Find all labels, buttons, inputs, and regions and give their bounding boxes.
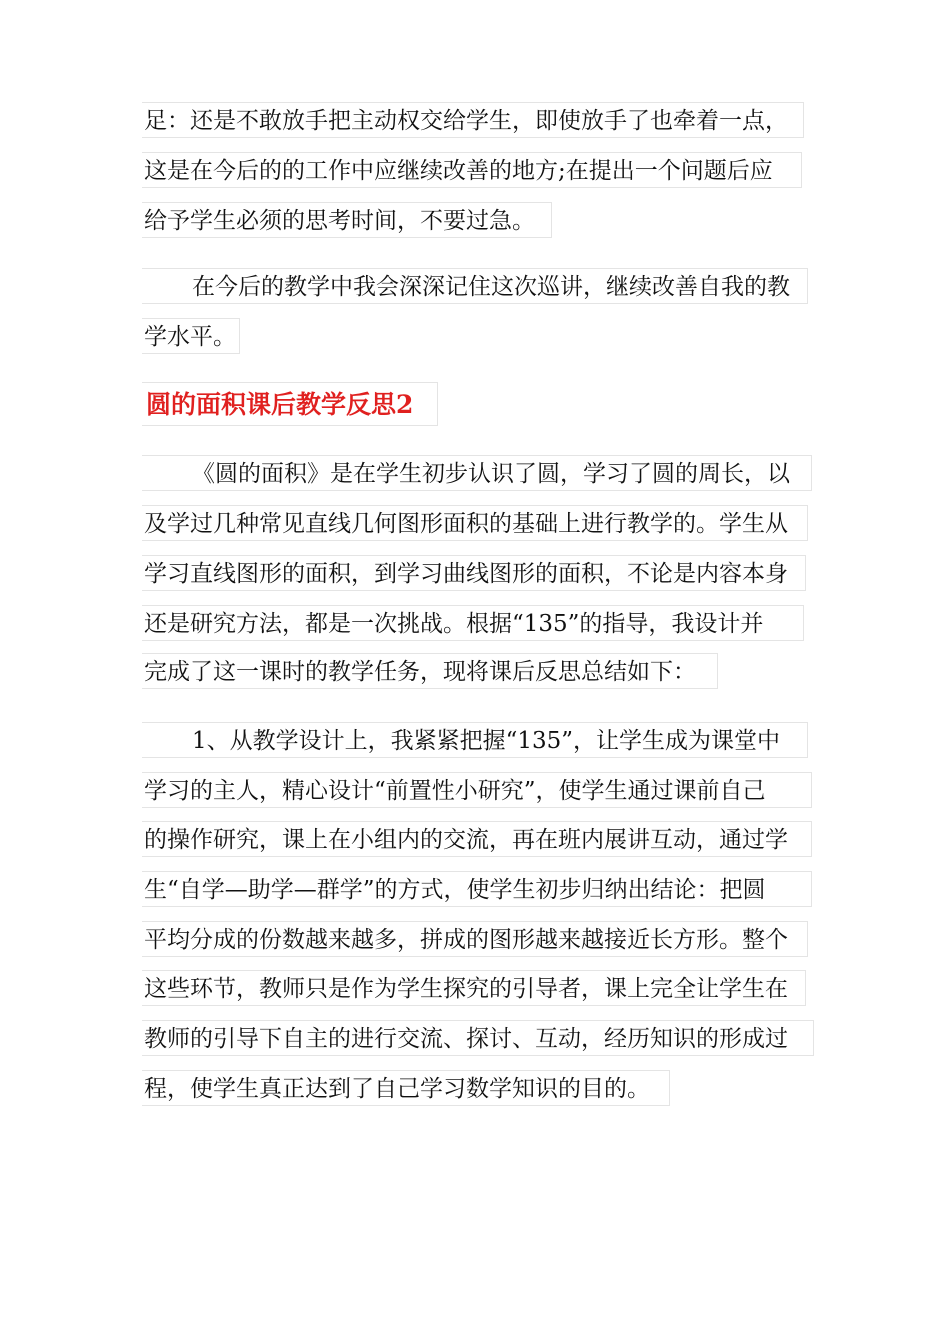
paragraph-line: 这些环节，教师只是作为学生探究的引导者，课上完全让学生在	[142, 970, 806, 1006]
paragraph-line: 教师的引导下自主的进行交流、探讨、互动，经历知识的形成过	[142, 1020, 814, 1056]
paragraph-line: 学习的主人，精心设计“前置性小研究”，使学生通过课前自己	[142, 772, 812, 808]
paragraph-line: 的操作研究，课上在小组内的交流，再在班内展讲互动，通过学	[142, 821, 812, 857]
paragraph-line: 及学过几种常见直线几何图形面积的基础上进行教学的。学生从	[142, 505, 808, 541]
paragraph-line: 这是在今后的的工作中应继续改善的地方;在提出一个问题后应	[142, 152, 802, 188]
paragraph-line: 生“自学—助学—群学”的方式，使学生初步归纳出结论：把圆	[142, 871, 812, 907]
paragraph-line: 1、从教学设计上，我紧紧把握“135”，让学生成为课堂中	[142, 722, 808, 758]
section-heading: 圆的面积课后教学反思2	[142, 382, 438, 426]
paragraph-line: 学习直线图形的面积，到学习曲线图形的面积，不论是内容本身	[142, 555, 806, 591]
paragraph-line: 在今后的教学中我会深深记住这次巡讲，继续改善自我的教	[142, 268, 808, 304]
paragraph-line: 程，使学生真正达到了自己学习数学知识的目的。	[142, 1070, 670, 1106]
paragraph-line: 足：还是不敢放手把主动权交给学生，即使放手了也牵着一点，	[142, 102, 804, 138]
paragraph-line: 平均分成的份数越来越多，拼成的图形越来越接近长方形。整个	[142, 921, 808, 957]
paragraph-line: 还是研究方法，都是一次挑战。根据“135”的指导，我设计并	[142, 605, 804, 641]
paragraph-line: 《圆的面积》是在学生初步认识了圆，学习了圆的周长，以	[142, 455, 812, 491]
paragraph-line: 学水平。	[142, 318, 240, 354]
paragraph-line: 给予学生必须的思考时间，不要过急。	[142, 202, 552, 238]
paragraph-line: 完成了这一课时的教学任务，现将课后反思总结如下：	[142, 653, 718, 689]
